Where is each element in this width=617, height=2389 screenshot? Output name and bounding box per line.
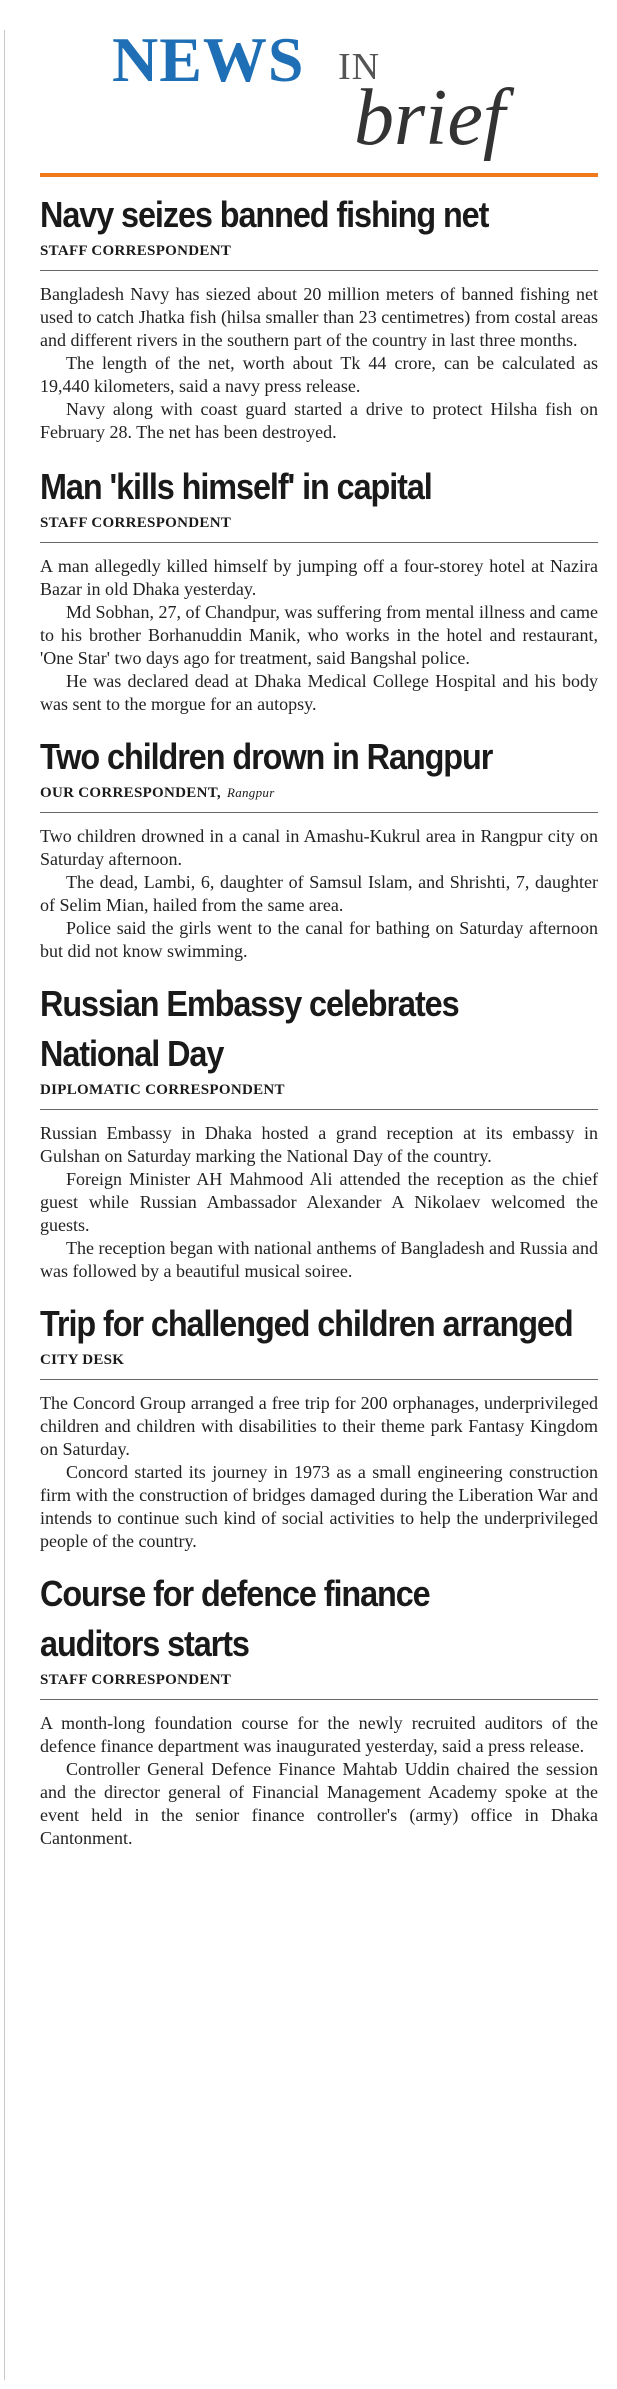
article-russian-embassy (40, 979, 598, 1283)
article-headline[interactable]: Navy seizes banned fishing net (40, 194, 489, 235)
article-body (40, 283, 598, 444)
column-left-rule (4, 30, 5, 2380)
article-headline[interactable]: Two children drown in Rangpur (40, 736, 493, 777)
article-paragraph: The dead, Lambi, 6, daughter of Samsul Islam, and Shrishti, 7, daughter of Selim Mian, hailed from the same area. (40, 872, 598, 915)
article-headline[interactable]: Course for defence finance auditors starts (40, 1573, 430, 1664)
byline-divider (40, 1109, 598, 1110)
article-defence-finance-course (40, 1569, 598, 1850)
article-byline (40, 240, 598, 262)
article-navy-fishing-net (40, 190, 598, 444)
masthead-brief: brief (354, 74, 506, 162)
byline-divider (40, 270, 598, 271)
byline-divider (40, 1379, 598, 1380)
article-paragraph: Navy along with coast guard started a drive to protect Hilsha fish on February 28. The net has been destroyed. (40, 399, 598, 442)
article-paragraph: A man allegedly killed himself by jumping off a four-storey hotel at Nazira Bazar in old Dhaka yesterday. (40, 556, 598, 599)
byline-author: OUR CORRESPONDENT, (40, 785, 221, 801)
article-headline[interactable]: Man 'kills himself' in capital (40, 466, 432, 507)
byline-divider (40, 542, 598, 543)
article-paragraph: Bangladesh Navy has siezed about 20 million meters of banned fishing net used to catch Jhatka fish (hilsa smaller than 23 centimetres) from costal areas and different rivers in the southern part of the country in last three months. (40, 284, 598, 350)
article-body (40, 1122, 598, 1283)
article-paragraph: Concord started its journey in 1973 as a small engineering construction firm with the construction of bridges damaged during the Liberation War and intends to continue such kind of social activities to help the underprivileged people of the country. (40, 1462, 598, 1551)
byline-divider (40, 1699, 598, 1700)
article-body (40, 555, 598, 716)
article-paragraph: A month-long foundation course for the newly recruited auditors of the defence finance department was inaugurated yesterday, said a press release. (40, 1713, 598, 1756)
byline-author: CITY DESK (40, 1352, 125, 1368)
article-paragraph: The Concord Group arranged a free trip for 200 orphanages, underprivileged children and children with disabilities to their theme park Fantasy Kingdom on Saturday. (40, 1393, 598, 1459)
byline-place: Rangpur (226, 785, 275, 800)
article-byline (40, 1669, 598, 1691)
article-headline[interactable]: Russian Embassy celebrates National Day (40, 983, 459, 1074)
byline-author: STAFF CORRESPONDENT (40, 1672, 232, 1688)
masthead (40, 0, 598, 176)
article-paragraph: Russian Embassy in Dhaka hosted a grand reception at its embassy in Gulshan on Saturday marking the National Day of the country. (40, 1123, 598, 1166)
article-byline (40, 512, 598, 534)
article-paragraph: Foreign Minister AH Mahmood Ali attended the reception as the chief guest while Russian Ambassador Alexander A Nikolaev welcomed the guests. (40, 1169, 598, 1235)
article-byline (40, 782, 598, 804)
article-byline (40, 1349, 598, 1371)
article-paragraph: Md Sobhan, 27, of Chandpur, was suffering from mental illness and came to his brother Borhanuddin Manik, who works in the hotel and restaurant, 'One Star' two days ago for treatment, said Bangshal police. (40, 602, 598, 668)
article-man-kills-himself (40, 462, 598, 716)
article-paragraph: The reception began with national anthems of Bangladesh and Russia and was followed by a beautiful musical soiree. (40, 1238, 598, 1281)
masthead-rule (40, 173, 598, 177)
article-paragraph: Controller General Defence Finance Mahtab Uddin chaired the session and the director general of Financial Management Academy spoke at the event held in the senior finance controller's (army) office in Dhaka Cantonment. (40, 1759, 598, 1848)
article-children-drown-rangpur (40, 732, 598, 963)
article-headline[interactable]: Trip for challenged children arranged (40, 1303, 573, 1344)
article-paragraph: He was declared dead at Dhaka Medical College Hospital and his body was sent to the morgue for an autopsy. (40, 671, 598, 714)
byline-author: DIPLOMATIC CORRESPONDENT (40, 1082, 285, 1098)
article-paragraph: The length of the net, worth about Tk 44 crore, can be calculated as 19,440 kilometers, said a navy press release. (40, 353, 598, 396)
byline-author: STAFF CORRESPONDENT (40, 243, 232, 259)
masthead-news: NEWS (112, 24, 305, 95)
article-paragraph: Police said the girls went to the canal for bathing on Saturday afternoon but did not know swimming. (40, 918, 598, 961)
byline-divider (40, 812, 598, 813)
masthead-in: IN (338, 46, 381, 88)
article-body (40, 825, 598, 963)
byline-author: STAFF CORRESPONDENT (40, 515, 232, 531)
article-body (40, 1392, 598, 1553)
news-in-brief-column (40, 0, 598, 1850)
article-body (40, 1712, 598, 1850)
article-trip-challenged-children (40, 1299, 598, 1553)
article-byline (40, 1079, 598, 1101)
article-paragraph: Two children drowned in a canal in Amashu-Kukrul area in Rangpur city on Saturday afternoon. (40, 826, 598, 869)
